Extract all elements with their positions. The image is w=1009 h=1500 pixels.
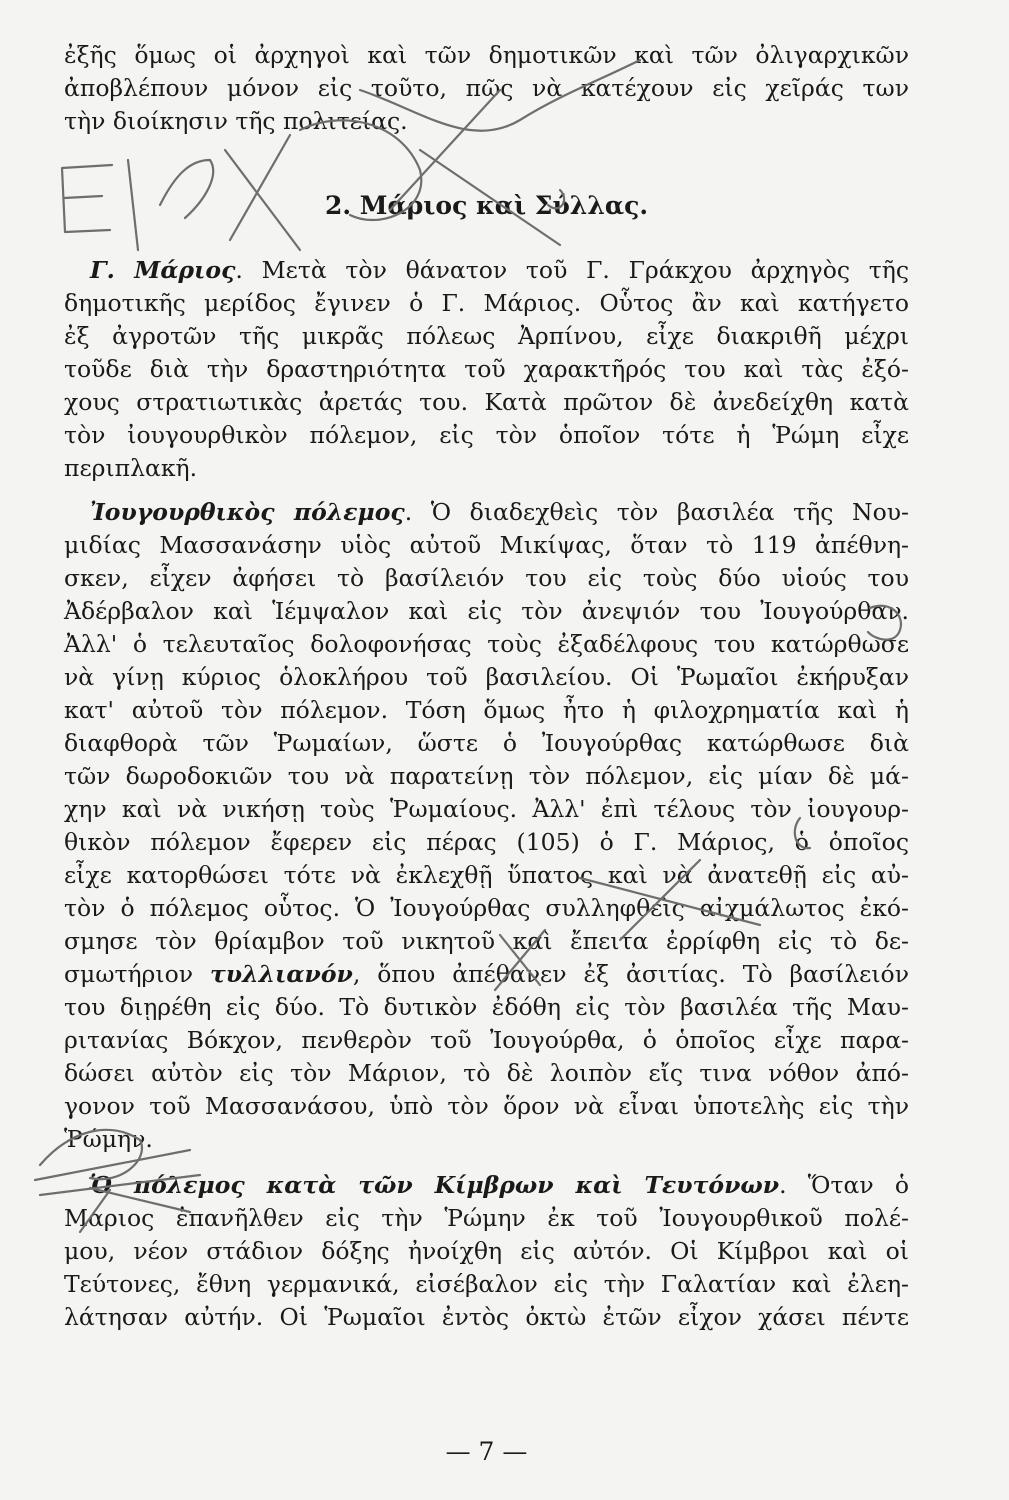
bold-run: Γ. Μάριος — [90, 256, 236, 284]
text-run: χην καὶ νὰ νικήσῃ τοὺς Ῥωμαίους. Ἀλλ' ἐπὶ τέλους τὸν ἰουγουρ- — [64, 795, 909, 823]
text-run: τὸν ἰουγουρθικὸν πόλεμον, εἰς τὸν ὁποῖον τότε ἡ Ῥώμη εἶχε — [64, 421, 909, 449]
text-line — [64, 629, 909, 659]
text-line — [64, 288, 909, 318]
text-line — [64, 992, 909, 1022]
text-line — [64, 73, 909, 103]
text-run: δώσει αὐτὸν εἰς τὸν Μάριον, τὸ δὲ λοιπὸν εἴς τινα νόθον ἀπό- — [64, 1059, 909, 1087]
text-run: . Ὁ διαδεχθεὶς τὸν βασιλέα τῆς Νου- — [404, 498, 909, 526]
text-line — [64, 794, 909, 824]
text-line — [64, 1124, 909, 1154]
text-run: τῶν δωροδοκιῶν του νὰ παρατείνῃ τὸν πόλεμον, εἰς μίαν δὲ μά- — [64, 762, 909, 790]
bold-run: τυλλιανόν — [209, 960, 353, 988]
text-run: , ὅπου ἀπέθανεν ἐξ ἀσιτίας. Τὸ βασίλειόν — [352, 960, 909, 988]
text-run: θικὸν πόλεμον ἔφερεν εἰς πέρας (105) ὁ Γ. Μάριος, ὁ ὁποῖος — [64, 828, 909, 856]
text-run: τὴν διοίκησιν τῆς πολιτείας. — [64, 107, 408, 135]
text-line — [64, 453, 909, 483]
text-line — [64, 860, 909, 890]
text-line — [90, 255, 909, 285]
text-line — [64, 321, 909, 351]
bold-run: Ἰουγουρθικὸς πόλεμος — [90, 498, 405, 526]
text-run: μιδίας Μασσανάσην υἱὸς αὐτοῦ Μικίψας, ὅταν τὸ 119 ἀπέθνη- — [64, 531, 909, 559]
text-line — [64, 761, 909, 791]
text-line — [64, 1302, 909, 1332]
text-run: λάτησαν αὐτήν. Οἱ Ῥωμαῖοι ἐντὸς ὀκτὼ ἐτῶν εἶχον χάσει πέντε — [64, 1303, 909, 1331]
text-line — [64, 1269, 909, 1299]
text-run: κατ' αὐτοῦ τὸν πόλεμον. Τόση ὅμως ἦτο ἡ φιλοχρηματία καὶ ἡ — [64, 696, 909, 724]
text-line — [64, 1236, 909, 1266]
text-line — [64, 1203, 909, 1233]
text-run: Ῥώμην. — [64, 1125, 153, 1153]
page — [64, 40, 909, 1466]
text-run: δημοτικῆς μερίδος ἔγινεν ὁ Γ. Μάριος. Οὗτος ἂν καὶ κατήγετο — [64, 289, 909, 317]
text-line — [64, 695, 909, 725]
text-run: σκεν, εἶχεν ἀφήσει τὸ βασίλειόν του εἰς τοὺς δύο υἱούς του — [64, 564, 909, 592]
text-line — [64, 1058, 909, 1088]
text-run: ριτανίας Βόκχον, πενθερὸν τοῦ Ἰουγούρθα, ὁ ὁποῖος εἶχε παρα- — [64, 1026, 909, 1054]
text-run: Μάριος ἐπανῆλθεν εἰς τὴν Ῥώμην ἐκ τοῦ Ἰουγουρθικοῦ πολέ- — [64, 1204, 909, 1232]
text-run: σμησε τὸν θρίαμβον τοῦ νικητοῦ καὶ ἔπειτα ἐρρίφθη εἰς τὸ δε- — [64, 927, 909, 955]
text-run: ἐξ ἀγροτῶν τῆς μικρᾶς πόλεως Ἀρπίνου, εἶχε διακριθῆ μέχρι — [64, 322, 909, 350]
section-heading: 2. Μάριος καὶ Σύλλας. — [324, 191, 649, 220]
text-line — [90, 497, 909, 527]
text-run: ἀποβλέπουν μόνον εἰς τοῦτο, πῶς νὰ κατέχουν εἰς χεῖράς των — [64, 74, 909, 102]
text-run: του διῃρέθη εἰς δύο. Τὸ δυτικὸν ἐδόθη εἰς τὸν βασιλέα τῆς Μαυ- — [64, 993, 909, 1021]
text-line — [64, 596, 909, 626]
text-run: Τεύτονες, ἔθνη γερμανικά, εἰσέβαλον εἰς τὴν Γαλατίαν καὶ ἐλεη- — [64, 1270, 909, 1298]
text-run: τὸν ὁ πόλεμος οὗτος. Ὁ Ἰουγούρθας συλληφθεὶς αἰχμάλωτος ἐκό- — [64, 894, 909, 922]
text-line — [64, 40, 909, 70]
text-line — [64, 1091, 909, 1121]
text-line — [64, 106, 909, 136]
text-run: Ἀλλ' ὁ τελευταῖος δολοφονήσας τοὺς ἐξαδέλφους του κατώρθωσε — [64, 630, 909, 658]
text-run: εἶχε κατορθώσει τότε νὰ ἐκλεχθῇ ὕπατος καὶ νὰ ἀνατεθῇ εἰς αὐ- — [64, 861, 909, 889]
text-run: ἐξῆς ὅμως οἱ ἀρχηγοὶ καὶ τῶν δημοτικῶν καὶ τῶν ὀλιγαρχικῶν — [64, 41, 909, 69]
text-run: νὰ γίνῃ κύριος ὁλοκλήρου τοῦ βασιλείου. Οἱ Ῥωμαῖοι ἐκήρυξαν — [64, 663, 909, 691]
text-run: χους στρατιωτικὰς ἀρετάς του. Κατὰ πρῶτον δὲ ἀνεδείχθη κατὰ — [64, 388, 909, 416]
text-line — [64, 728, 909, 758]
text-run: Ἀδέρβαλον καὶ Ἱέμψαλον καὶ εἰς τὸν ἀνεψιόν του Ἰουγούρθαν. — [64, 597, 909, 625]
text-line — [90, 1170, 909, 1200]
text-line — [64, 959, 909, 989]
text-line — [64, 387, 909, 417]
text-run: μου, νέον στάδιον δόξης ἠνοίχθη εἰς αὐτόν. Οἱ Κίμβροι καὶ οἱ — [64, 1237, 909, 1265]
text-line — [64, 354, 909, 384]
text-line — [64, 563, 909, 593]
text-run: περιπλακῆ. — [64, 454, 198, 482]
text-run: . Μετὰ τὸν θάνατον τοῦ Γ. Γράκχου ἀρχηγὸς τῆς — [235, 256, 909, 284]
text-line — [64, 420, 909, 450]
text-line — [64, 827, 909, 857]
text-run: γονον τοῦ Μασσανάσου, ὑπὸ τὸν ὅρον νὰ εἶναι ὑποτελὴς εἰς τὴν — [64, 1092, 909, 1120]
text-line — [64, 1025, 909, 1055]
text-run: σμωτήριον — [64, 960, 210, 988]
text-line — [64, 926, 909, 956]
page-number: — 7 — — [445, 1437, 528, 1466]
text-run: διαφθορὰ τῶν Ῥωμαίων, ὥστε ὁ Ἰουγούρθας κατώρθωσε διὰ — [64, 729, 909, 757]
text-run: τοῦδε διὰ τὴν δραστηριότητα τοῦ χαρακτῆρός του καὶ τὰς ἐξό- — [64, 355, 909, 383]
text-line — [64, 530, 909, 560]
bold-run: Ὁ πόλεμος κατὰ τῶν Κίμβρων καὶ Τευτόνων — [90, 1171, 780, 1199]
text-line — [64, 893, 909, 923]
text-line — [64, 662, 909, 692]
text-run: . Ὅταν ὁ — [779, 1171, 909, 1199]
